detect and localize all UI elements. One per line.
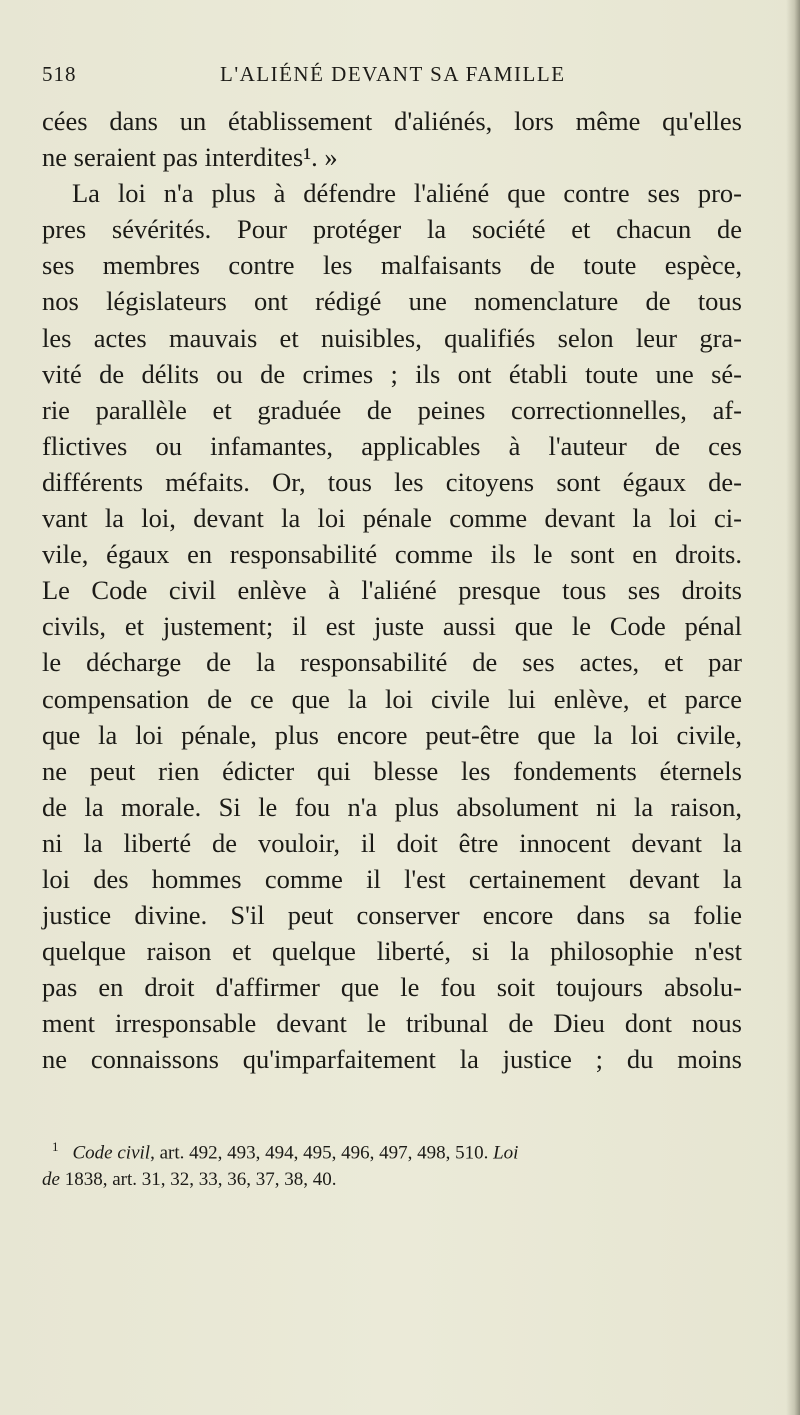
body-text [42, 103, 742, 1078]
text-line: vile, égaux en responsabilité comme ils le sont en droits. [42, 539, 742, 570]
footnote-de-label: de [42, 1169, 60, 1191]
paragraph-first-line: La loi n'a plus à défendre l'aliéné que contre ses pro- [72, 178, 742, 209]
text-line: ne peut rien édicter qui blesse les fondements éternels [42, 755, 742, 786]
footnote-marker: 1 [52, 1139, 59, 1154]
text-line: les actes mauvais et nuisibles, qualifiés selon leur gra- [42, 322, 742, 353]
text-line: ses membres contre les malfaisants de toute espèce, [42, 250, 742, 281]
text-line: justice divine. S'il peut conserver encore dans sa folie [42, 900, 742, 931]
text-line: rie parallèle et graduée de peines correctionnelles, af- [42, 394, 742, 425]
text-line: ni la liberté de vouloir, il doit être innocent devant la [42, 827, 742, 858]
text-line: ne connaissons qu'imparfaitement la justice ; du moins [42, 1044, 742, 1075]
page-number: 518 [42, 62, 77, 86]
text-line: quelque raison et quelque liberté, si la philosophie n'est [42, 936, 742, 967]
text-line: flictives ou infamantes, applicables à l'auteur de ces [42, 430, 742, 461]
footnote-code-label: Code civil [72, 1142, 151, 1164]
running-title: L'ALIÉNÉ DEVANT SA FAMILLE [220, 62, 566, 86]
text-line: le décharge de la responsabilité de ses actes, et par [42, 647, 742, 678]
text-line: pres sévérités. Pour protéger la société et chacun de [42, 214, 742, 245]
text-line: de la morale. Si le fou n'a plus absolument ni la raison, [42, 791, 742, 822]
footnote-line [42, 1133, 742, 1166]
text-line: Le Code civil enlève à l'aliéné presque tous ses droits [42, 575, 742, 606]
text-line: vant la loi, devant la loi pénale comme devant la loi ci- [42, 503, 742, 534]
text-line: cées dans un établissement d'aliénés, lors même qu'elles [42, 106, 742, 136]
footnote-law-articles: 1838, art. 31, 32, 33, 36, 37, 38, 40. [59, 1169, 337, 1191]
footnote-line [42, 1166, 742, 1193]
footnote-articles: , art. 492, 493, 494, 495, 496, 497, 498, 510. [150, 1142, 494, 1164]
text-line: vité de délits ou de crimes ; ils ont établi toute une sé- [42, 358, 742, 389]
page-header [42, 62, 742, 92]
text-line: nos législateurs ont rédigé une nomenclature de tous [42, 286, 742, 317]
text-line: ment irresponsable devant le tribunal de Dieu dont nous [42, 1008, 742, 1039]
text-line: que la loi pénale, plus encore peut-être que la loi civile, [42, 719, 742, 750]
text-line: ne seraient pas interdites¹. » [42, 142, 338, 173]
text-line: différents méfaits. Or, tous les citoyens sont égaux de- [42, 466, 742, 497]
text-line: loi des hommes comme il l'est certainement devant la [42, 863, 742, 894]
page-edge-shadow [786, 0, 800, 1415]
footnote-loi-label: Loi [493, 1142, 519, 1164]
text-line: civils, et justement; il est juste aussi que le Code pénal [42, 611, 742, 642]
footnote [42, 1133, 742, 1193]
text-line: pas en droit d'affirmer que le fou soit toujours absolu- [42, 972, 742, 1003]
text-line: compensation de ce que la loi civile lui enlève, et parce [42, 683, 742, 714]
